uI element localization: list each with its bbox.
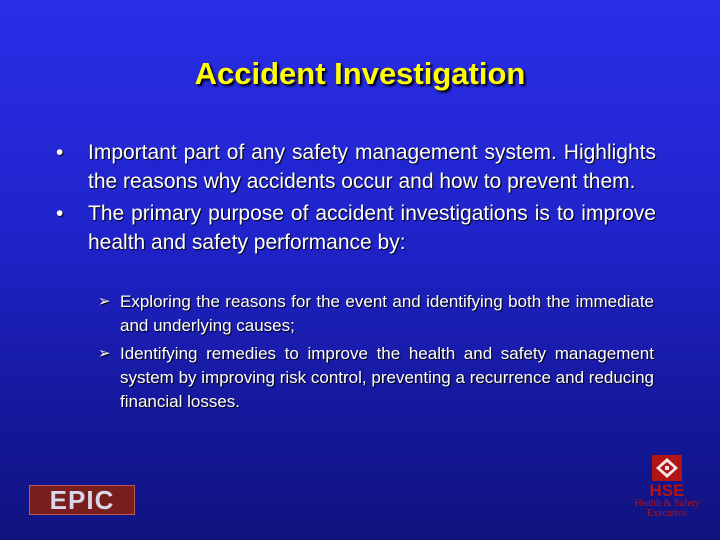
sub-bullet-list <box>98 290 654 418</box>
hse-emblem-icon <box>652 455 682 481</box>
sub-bullet-text: Exploring the reasons for the event and identifying both the immediate and underlying causes; <box>120 292 654 335</box>
hse-abbr: HSE <box>649 481 685 500</box>
bullet-item <box>56 138 656 196</box>
bullet-dot-icon: • <box>56 202 64 225</box>
hse-line2: Executive <box>647 508 687 519</box>
sub-bullet-text: Identifying remedies to improve the health and safety management system by improving risk control, preventing a recurrence and reducing financial losses. <box>120 344 654 411</box>
bullet-text: The primary purpose of accident investigations is to improve health and safety performance by: <box>88 202 656 254</box>
slide-title: Accident Investigation <box>194 56 526 91</box>
hse-line1: Health & Safety <box>634 498 700 509</box>
epic-logo: EPIC <box>29 485 135 515</box>
bullet-list <box>56 138 656 260</box>
arrow-right-icon: ➢ <box>98 345 111 362</box>
hse-logo <box>622 455 712 519</box>
sub-bullet-item <box>98 290 654 338</box>
bullet-text: Important part of any safety management system. Highlights the reasons why accidents occur and how to prevent them. <box>88 141 656 193</box>
sub-bullet-item <box>98 342 654 414</box>
bullet-dot-icon: • <box>56 141 64 164</box>
bullet-item <box>56 199 656 257</box>
arrow-right-icon: ➢ <box>98 293 111 310</box>
